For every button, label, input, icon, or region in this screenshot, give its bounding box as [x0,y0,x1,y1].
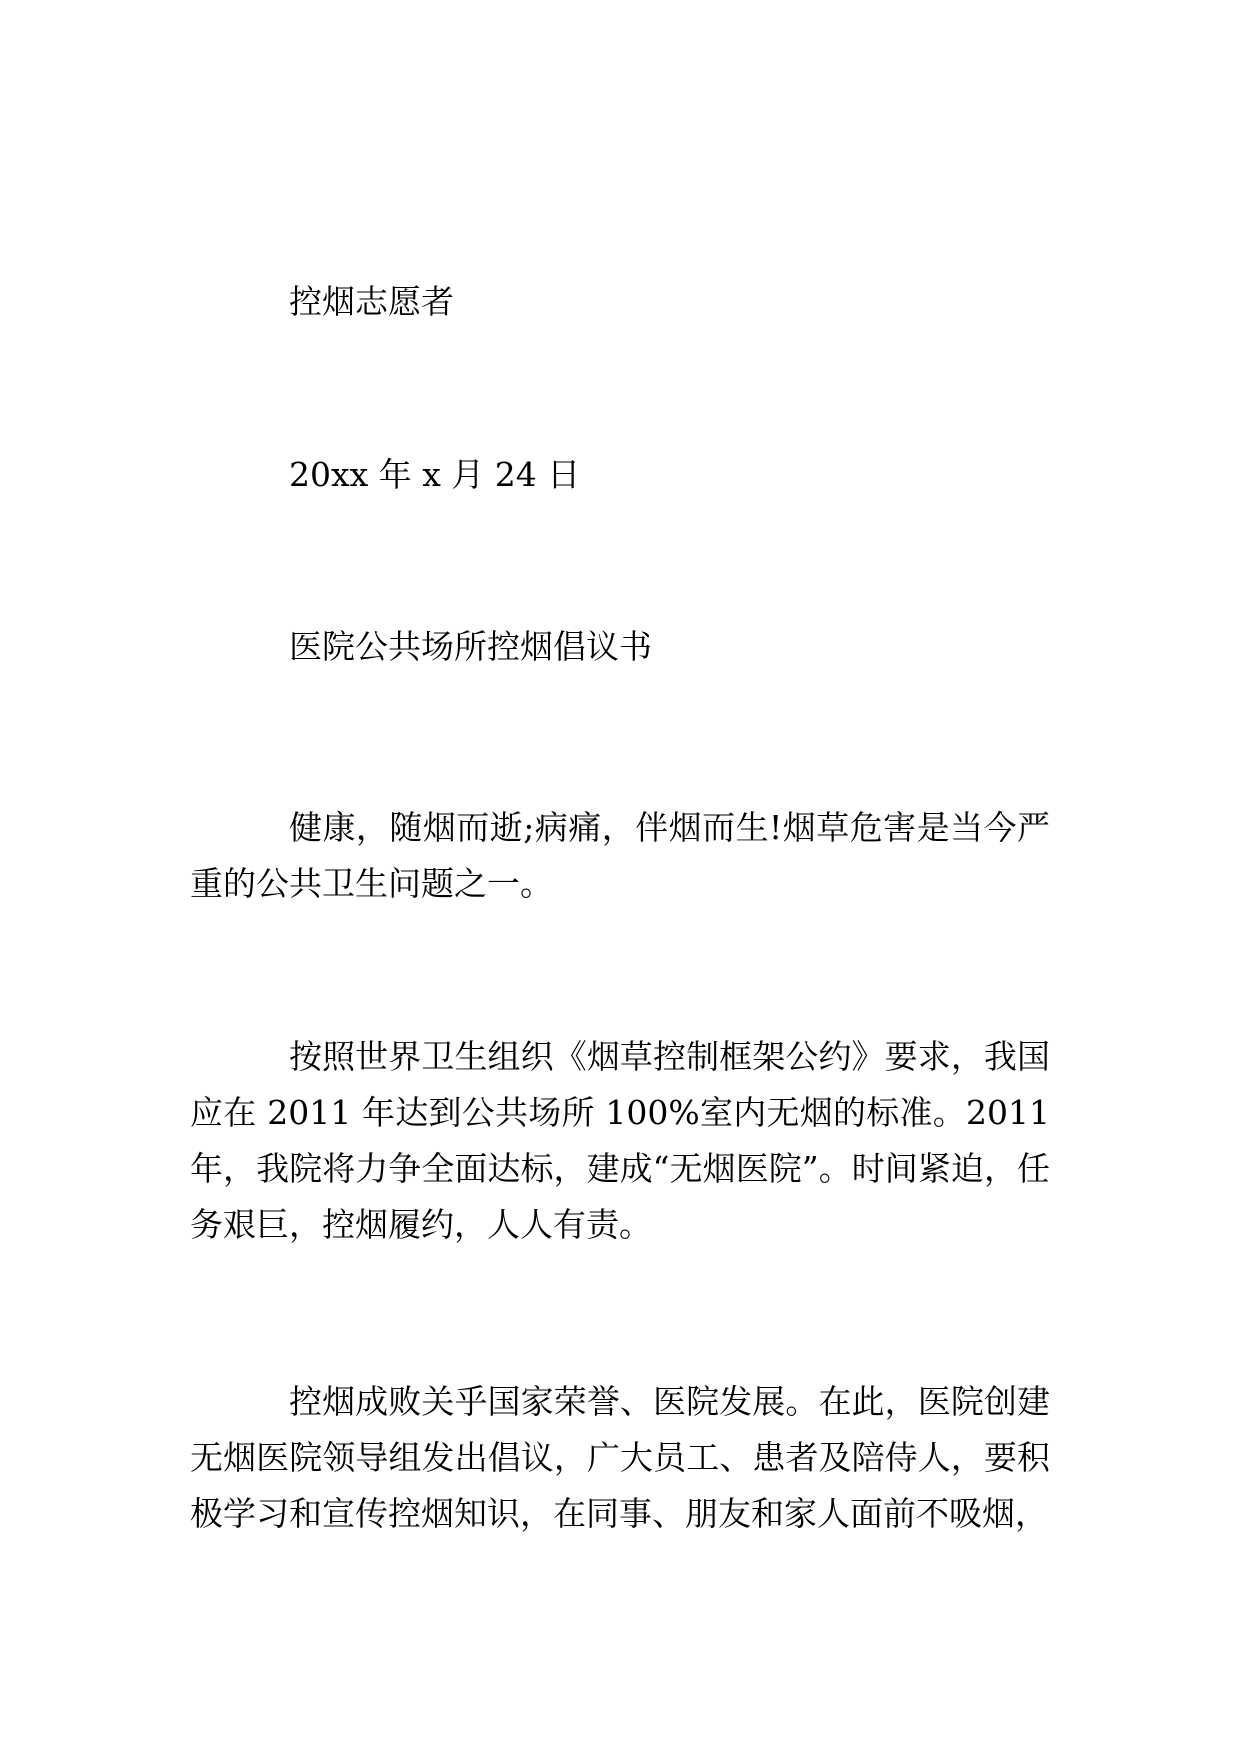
signature-date: 20xx 年 x 月 24 日 [289,455,581,494]
paragraph-3: 控烟成败关乎国家荣誉、医院发展。在此，医院创建无烟医院领导组发出倡议，广大员工、患者及陪侍人，要积极学习和宣传控烟知识，在同事、朋友和家人面前不吸烟， [190,1382,1050,1533]
document-title: 医院公共场所控烟倡议书 [289,627,652,666]
paragraph-1: 健康，随烟而逝;病痛，伴烟而生!烟草危害是当今严重的公共卫生问题之一。 [190,808,1050,903]
signature-organization: 控烟志愿者 [289,282,454,321]
paragraph-2: 按照世界卫生组织《烟草控制框架公约》要求，我国应在 2011 年达到公共场所 100%室内无烟的标准。2011 年，我院将力争全面达标，建成“无烟医院”。时间紧迫，任务艰巨，控烟履约，人人有责。 [190,1037,1050,1244]
